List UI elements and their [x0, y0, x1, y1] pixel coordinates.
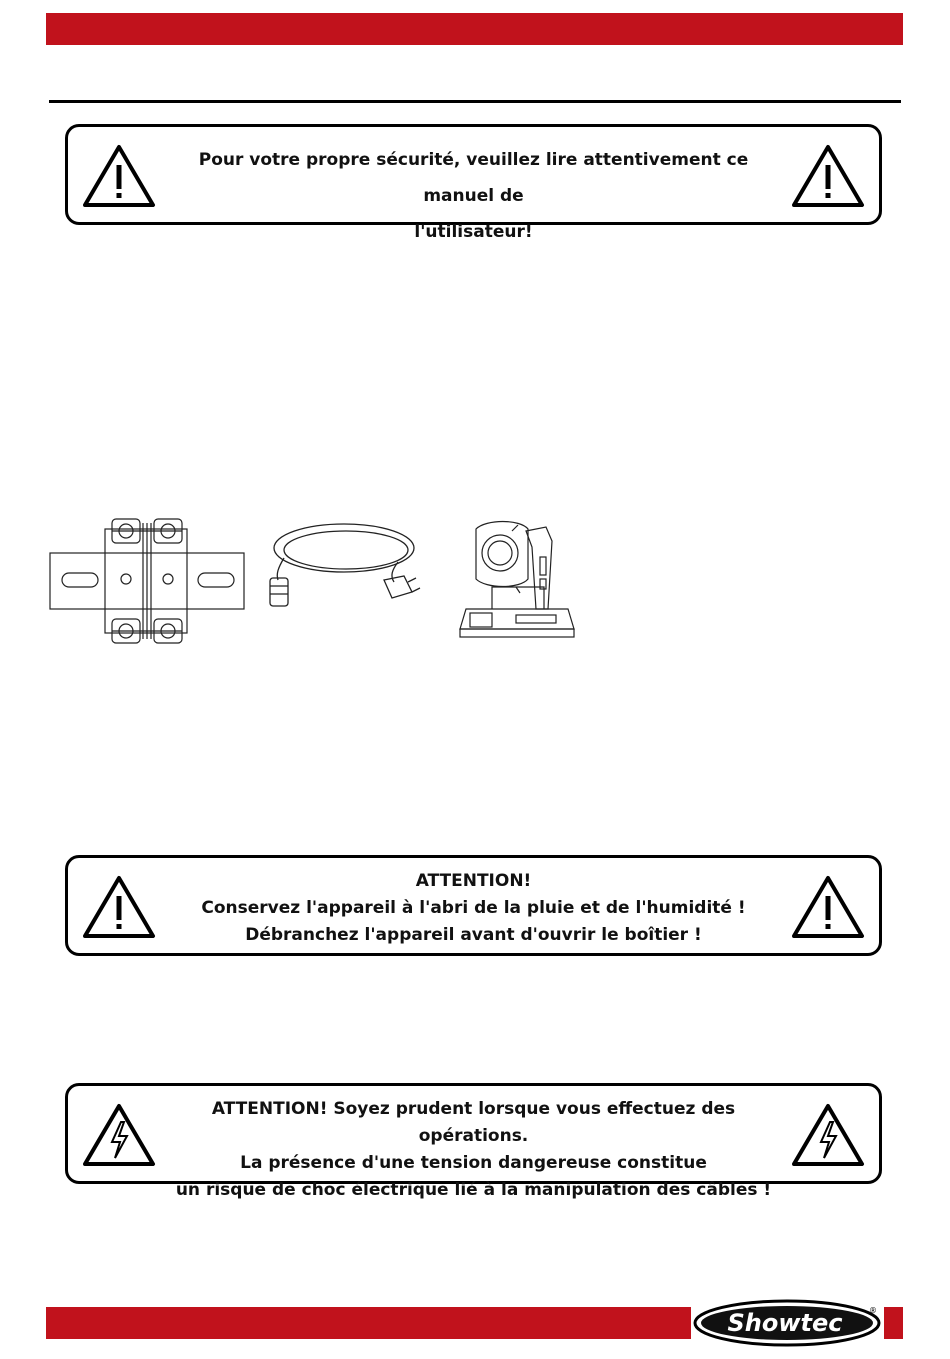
- moisture-warning-line1: ATTENTION!: [415, 871, 532, 891]
- footer-band: [46, 1307, 691, 1339]
- showtec-logo-text: Showtec: [727, 1309, 843, 1337]
- moisture-warning-line2: Conservez l'appareil à l'abri de la pluie et de l'humidité !: [201, 898, 746, 918]
- moisture-warning-line3: Débranchez l'appareil avant d'ouvrir le boîtier !: [245, 925, 702, 945]
- electric-warning-text: [168, 1096, 779, 1204]
- electric-warning-line3: un risque de choc électrique lié à la manipulation des câbles !: [175, 1180, 772, 1200]
- moving-head-illustration: [456, 517, 578, 639]
- lightning-triangle-icon: [81, 1102, 157, 1168]
- moisture-warning-box: [65, 855, 882, 956]
- safety-warning-box: [65, 124, 882, 242]
- exclamation-triangle-icon: [790, 874, 866, 940]
- footer-band-end: [884, 1307, 903, 1339]
- electric-warning-box: [65, 1083, 882, 1200]
- electric-warning-line2: La présence d'une tension dangereuse constitue: [240, 1153, 707, 1173]
- power-cable-illustration: [262, 518, 422, 610]
- showtec-logo: [693, 1299, 881, 1347]
- exclamation-triangle-icon: [790, 143, 866, 209]
- safety-warning-text: [168, 142, 779, 250]
- safety-warning-line1: Pour votre propre sécurité, veuillez lire attentivement ce manuel de: [198, 150, 749, 206]
- exclamation-triangle-icon: [81, 143, 157, 209]
- moisture-warning-text: [168, 868, 779, 949]
- exclamation-triangle-icon: [81, 874, 157, 940]
- registered-mark: ®: [869, 1306, 877, 1315]
- header-band: [46, 13, 903, 45]
- safety-warning-line2: l'utilisateur!: [414, 222, 533, 242]
- mounting-bracket-illustration: [48, 517, 246, 645]
- lightning-triangle-icon: [790, 1102, 866, 1168]
- electric-warning-line1: ATTENTION! Soyez prudent lorsque vous effectuez des opérations.: [211, 1099, 736, 1146]
- header-rule: [49, 100, 901, 103]
